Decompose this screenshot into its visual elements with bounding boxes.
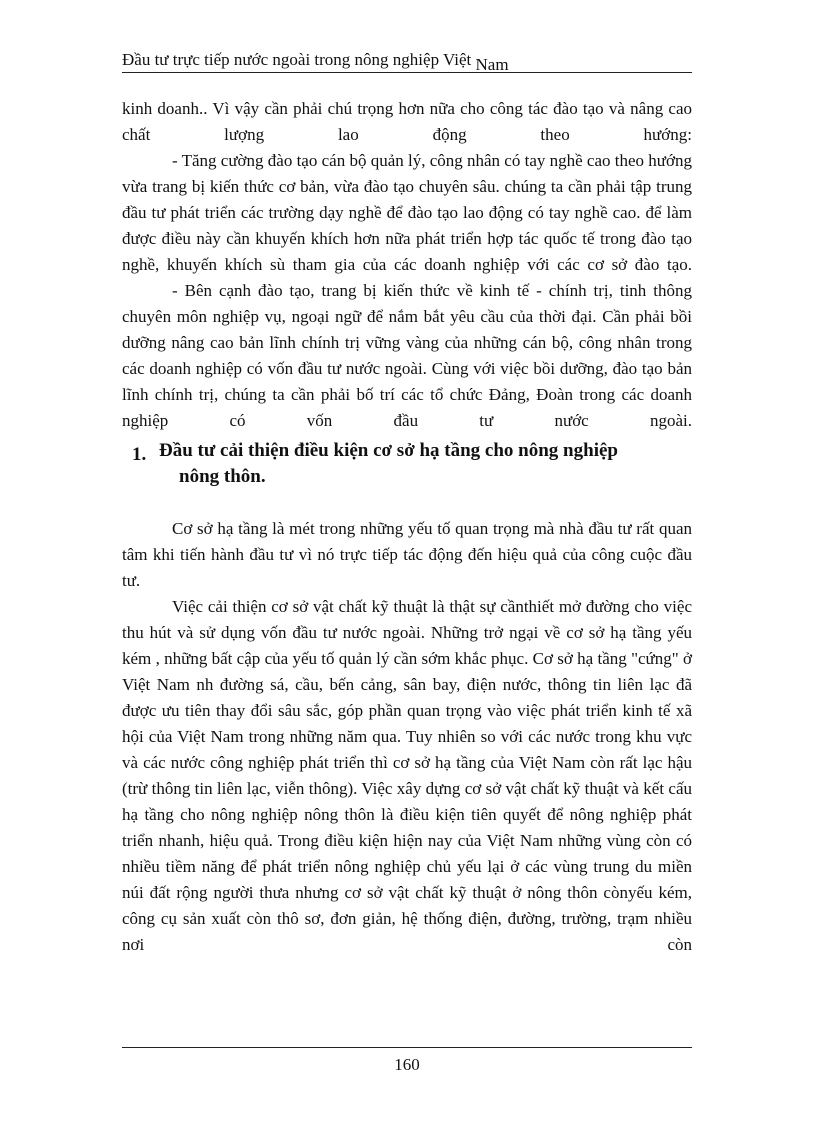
- header-title-tail: Nam: [475, 55, 509, 74]
- section-heading-line-2: nông thôn.: [179, 466, 266, 487]
- paragraph-3: - Bên cạnh đào tạo, trang bị kiến thức về kinh tế - chính trị, tinh thông chuyên môn nghiệp vụ, ngoại ngữ để nắm bắt yêu cầu của thời đại. Cần phải bồi dưỡng nâng cao bản lĩnh chính trị vững vàng của những cán bộ, công nhân trong các doanh nghiệp có vốn đầu tư nước ngoài. Cùng với việc bồi dưỡng, đào tạo bản lĩnh chính trị, chúng ta cần phải bố trí các tổ chức Đảng, Đoàn trong các doanh nghiệp có vốn đầu tư nước ngoài.: [122, 281, 692, 430]
- page-body: [122, 96, 692, 958]
- header-title: Đầu tư trực tiếp nước ngoài trong nông nghiệp Việt: [122, 50, 476, 69]
- paragraph-1: kinh doanh.. Vì vậy cần phải chú trọng hơn nữa cho công tác đào tạo và nâng cao chất lượng lao động theo hướng:: [122, 99, 692, 144]
- section-number: 1.: [132, 444, 147, 465]
- page-number: 160: [394, 1055, 420, 1074]
- running-header: [122, 50, 692, 73]
- section-heading: [122, 438, 692, 490]
- paragraph-2: - Tăng cường đào tạo cán bộ quản lý, công nhân có tay nghề cao theo hướng vừa trang bị kiến thức cơ bản, vừa đào tạo chuyên sâu. chúng ta cần phải tập trung đầu tư phát triển các trường dạy nghề để đào tạo lao động có tay nghề cao. để làm được điều này cần khuyến khích hơn nữa phát triển hợp tác quốc tế trong đào tạo nghề, khuyến khích sù tham gia của các doanh nghiệp với các cơ sở đào tạo.: [122, 151, 692, 274]
- footer-divider: [122, 1047, 692, 1048]
- paragraph-5: Việc cải thiện cơ sở vật chất kỹ thuật là thật sự cầnthiết mở đường cho việc thu hút và sử dụng vốn đầu tư nước ngoài. Những trở ngại về cơ sở hạ tầng yếu kém , những bất cập của yếu tố quản lý cần sớm khắc phục. Cơ sở hạ tầng "cứng" ở Việt Nam nh đường sá, cầu, bến cảng, sân bay, điện nước, thông tin liên lạc đã được ưu tiên thay đổi sâu sắc, góp phần quan trọng vào việc phát triển kinh tế xã hội của Việt Nam trong những năm qua. Tuy nhiên so với các nước trong khu vực và các nước công nghiệp phát triển thì cơ sở hạ tầng của Việt Nam còn rất lạc hậu (trừ thông tin liên lạc, viễn thông). Việc xây dựng cơ sở vật chất kỹ thuật và kết cấu hạ tầng cho nông nghiệp nông thôn là điều kiện tiên quyết để nông nghiệp phát triển nhanh, hiệu quả. Trong điều kiện hiện nay của Việt Nam những vùng còn có nhiều tiềm năng để phát triển nông nghiệp chủ yếu lại ở các vùng trung du miền núi đất rộng người thưa nhưng cơ sở vật chất kỹ thuật ở nông thôn cònyếu kém, công cụ sản xuất còn thô sơ, đơn giản, hệ thống điện, đường, trường, trạm nhiều nơi còn: [122, 597, 692, 954]
- paragraph-4: Cơ sở hạ tầng là mét trong những yếu tố quan trọng mà nhà đầu tư rất quan tâm khi tiến hành đầu tư vì nó trực tiếp tác động đến hiệu quả của công cuộc đầu tư.: [122, 519, 692, 590]
- section-heading-line-1: Đầu tư cải thiện điều kiện cơ sở hạ tầng cho nông nghiệp: [159, 440, 618, 461]
